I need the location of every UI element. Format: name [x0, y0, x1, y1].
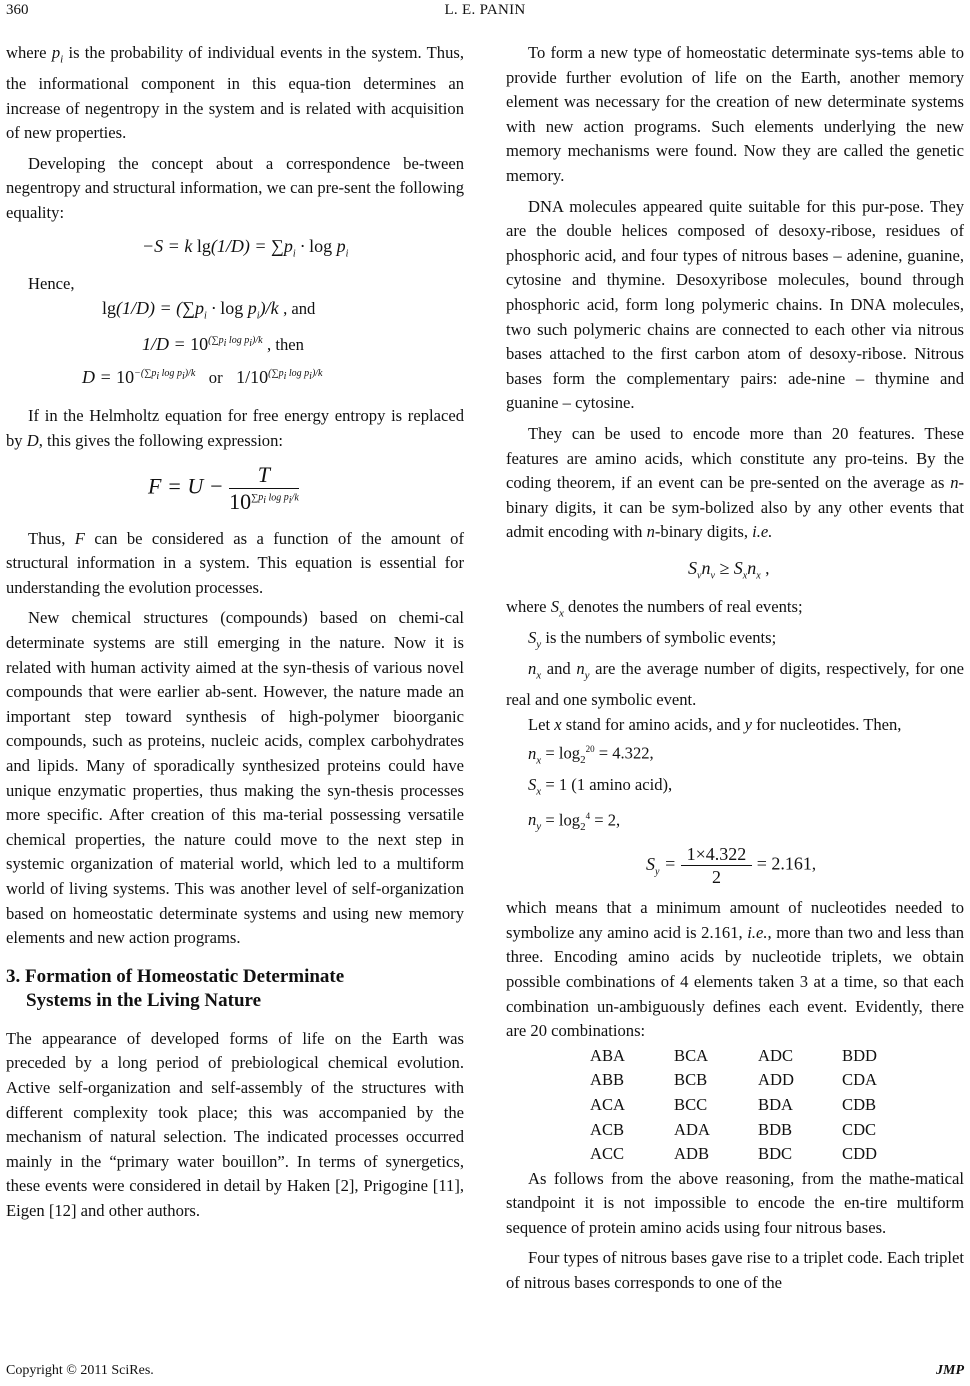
page-number: 360: [6, 2, 29, 18]
combination-cell: BDD: [842, 1045, 878, 1065]
combination-cell: BCB: [674, 1070, 708, 1090]
paragraph: If in the Helmholtz equation for free energy entropy is replaced by D, this gives the following expression:: [6, 406, 464, 451]
footer-copyright: Copyright © 2011 SciRes.: [6, 1363, 154, 1378]
paragraph: New chemical structures (compounds) based on chemi-cal determinate systems are still emerging in the nature. Now it is related with human activity aimed at the syn-thesis of various novel compounds that were earlier ab-sent. However, the nature made an important step toward synthesis of high-polymer bioorganic compounds, such as proteins, nucleic acids, complex carbohydrates and lipids. Many of sporadically synthesized proteins could have unique enzymatic properties, thus making the syn-thesis processes more specific. After creation of this ma-terial possessing versatile chemical properties, the nature could move to the next step in systemic organization of material world, which led to a multiform world of living systems. This was another level of self-organization based on homeostatic determinate systems and using new memory elements and new action programs.: [6, 608, 464, 948]
equation: F = U − $\frac{T}{10^{\sum p_i log p_i/k}}$: [148, 461, 299, 514]
combination-cell: CDD: [842, 1144, 878, 1164]
left-column: [6, 41, 464, 1223]
paragraph: which means that a minimum amount of nucleotides needed to symbolize any amino acid is 2.161, i.e., more than two and less than three. Encoding amino acids by nucleotide triplets, we obtain possible combinations of 4 elements taken 3 at a time, so that each combination un-ambiguously defines each event. Evidently, there are 20 combinations:: [506, 898, 964, 1041]
paragraph: As follows from the above reasoning, from the mathe-matical standpoint it is not impossible to encode the en-tire multiform sequence of protein amino acids using four nitrous bases.: [506, 1168, 964, 1237]
combination-cell: ADA: [674, 1119, 710, 1139]
combination-cell: ABB: [590, 1070, 625, 1090]
section-heading: 3. Formation of Homeostatic Determinate Systems in the Living Nature: [6, 965, 345, 1011]
paragraph: Thus, F can be considered as a function of the amount of structural information in a system. This equation is essential for understanding the evolution processes.: [6, 528, 464, 597]
combination-cell: CDA: [842, 1070, 878, 1090]
combination-cell: BCA: [674, 1045, 709, 1065]
paragraph: Four types of nitrous bases gave rise to a triplet code. Each triplet of nitrous bases corresponds to one of the: [506, 1248, 964, 1293]
equation: $1/D = 10^{(\sum p_i log p_i)/k}$ , then: [142, 334, 304, 355]
combination-cell: CDB: [842, 1094, 877, 1114]
combination-cell: CDC: [842, 1119, 877, 1139]
paragraph: where $p_i$ is the probability of individual events in the system. Thus, the informational component in this equa-tion determines an increase of negentropy in the system and is related with acquisition of new properties.: [6, 43, 464, 143]
equation: −S = k $\lg(1/D) = \sum p_i \cdot \log p_i$: [142, 236, 349, 261]
paragraph: $S_x = 1$ (1 amino acid),: [528, 774, 673, 798]
combination-cell: ADB: [674, 1144, 710, 1164]
paragraph: $n_x$ and $n_y$ are the average number of digits, respectively, for one real and one symbolic event.: [506, 659, 964, 710]
paragraph: $n_x = \log_2^{20} = 4.322$,: [528, 743, 654, 767]
combination-cell: ACB: [590, 1119, 625, 1139]
paragraph: Hence,: [28, 274, 75, 294]
paragraph: Developing the concept about a correspondence be-tween negentropy and structural information, we can pre-sent the following equality:: [6, 153, 464, 222]
combination-table: [590, 1044, 964, 1167]
combination-cell: ADD: [758, 1070, 794, 1090]
equation: $D = 10^{-(\sum p_i log p_i)/k}$ or $1/10^{(\sum p_i log p_i)/k}$: [82, 366, 323, 387]
paragraph: where $S_x$ denotes the numbers of real events;: [506, 597, 803, 620]
paragraph: Let x stand for amino acids, and y for nucleotides. Then,: [528, 714, 902, 734]
paragraph: To form a new type of homeostatic determinate sys-tems able to provide further evolution of life on the Earth, another memory element was necessary for the creation of new determinate systems with new action programs. Such elements underlying the new memory mechanisms were found. Now they are called the genetic memory.: [506, 43, 964, 185]
combination-cell: ABA: [590, 1045, 626, 1065]
combination-cell: ACC: [590, 1144, 625, 1164]
combination-cell: BCC: [674, 1094, 708, 1114]
combination-cell: BDC: [758, 1144, 793, 1164]
paragraph: $S_y$ is the numbers of symbolic events;: [528, 628, 777, 651]
paragraph: DNA molecules appeared quite suitable for this pur-pose. They are the double helices composed of desoxy-ribose, residues of phosphoric acid, and four types of nitrous bases – adenine, guanine, cytosine and thymine. Desoxyribose molecules, bound through phosphoric acid, form long polymeric chains. In DNA molecules, two such polymeric chains are connected to each other via nitrous bases attached to the first carbon atom of desoxy-ribose. Nitrous bases form the complementary pairs: ade-nine – thymine and guanine – cytosine.: [506, 196, 964, 413]
paragraph: They can be used to encode more than 20 features. These features are amino acids, which constitute any pro-teins. By the coding theorem, if an event can be pre-sented on the average as n-binary digits, it can be sym-bolized also by any other events that admit encoding with n-binary digits, i.e.: [506, 423, 965, 542]
combination-cell: BDA: [758, 1094, 794, 1114]
combination-cell: BDB: [758, 1119, 793, 1139]
running-head: L. E. PANIN: [444, 2, 526, 18]
paragraph: $n_y = \log_2^4 = 2$,: [528, 810, 621, 833]
right-column: [506, 41, 964, 1296]
combination-cell: ADC: [758, 1045, 794, 1065]
combination-cell: ACA: [590, 1094, 626, 1114]
paragraph: The appearance of developed forms of life on the Earth was preceded by a long period of prebiological chemical evolution. Active self-organization and self-assembly of the structures with different complexity took place; this was accompanied by the mechanism of natural selection. The indicated processes occurred mainly in the “primary water bouillon”. In terms of synergetics, these events were considered in detail by Haken [2], Prigogine [11], Eigen [12] and other authors.: [6, 1028, 464, 1220]
equation: $\lg(1/D) = (\sum p_i \cdot \log p_i)/k$ , and: [102, 297, 316, 322]
equation: $S_vn_v \ge S_xn_x$ ,: [688, 557, 770, 582]
equation: $S_y$ = $\frac{1\times 4.322}{2}$ = 2.161,: [646, 844, 817, 888]
footer-journal: JMP: [936, 1363, 964, 1378]
